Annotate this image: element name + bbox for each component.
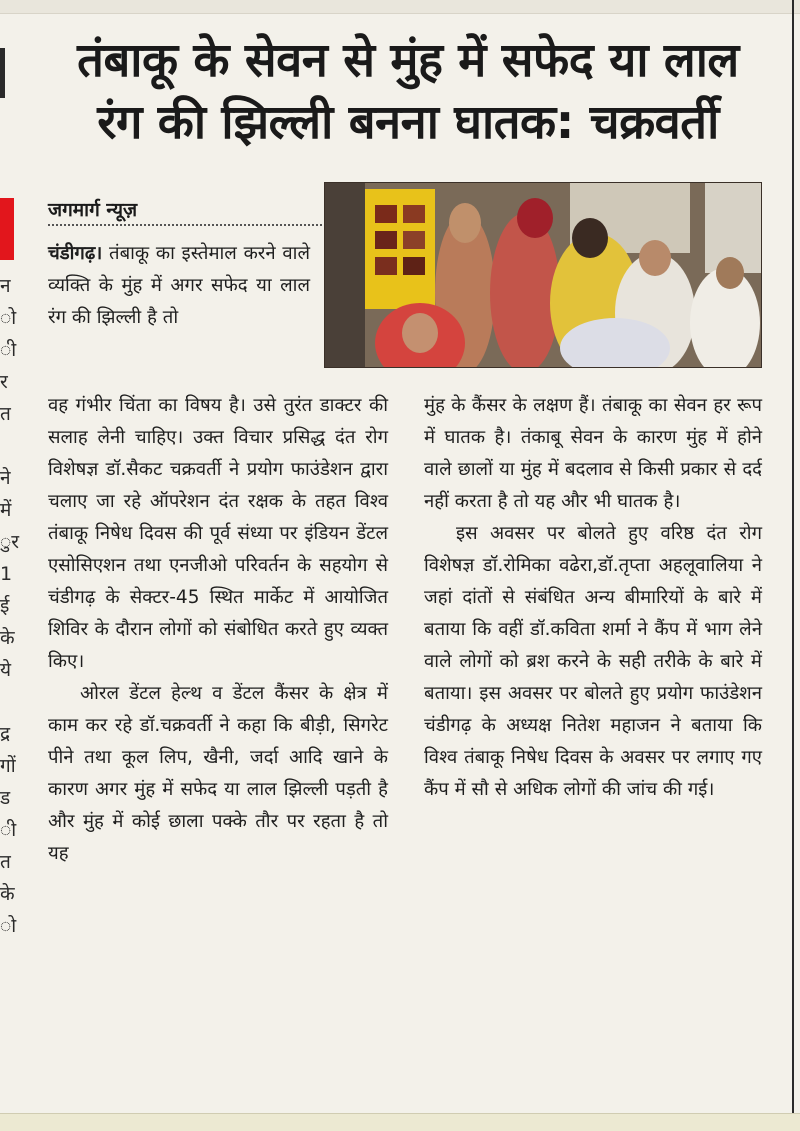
adjacent-text-fragment: ो bbox=[0, 915, 17, 937]
article-photo bbox=[324, 182, 762, 368]
adjacent-text-fragment: ने bbox=[0, 467, 11, 489]
adjacent-text-fragment: 1 bbox=[0, 563, 13, 585]
adjacent-text-fragment: के bbox=[0, 883, 15, 905]
article-column-left bbox=[48, 390, 388, 870]
adjacent-text-fragment: में bbox=[0, 499, 12, 521]
adjacent-text-fragment: के bbox=[0, 627, 15, 649]
adjacent-text-fragment: ये bbox=[0, 659, 12, 681]
next-article-strip bbox=[0, 1113, 800, 1131]
adjacent-text-fragment: ी bbox=[0, 339, 17, 361]
left-column-edge bbox=[0, 48, 5, 98]
paragraph: वह गंभीर चिंता का विषय है। उसे तुरंत डाक्टर की सलाह लेनी चाहिए। उक्त विचार प्रसिद्ध दंत रोग विशेषज्ञ डॉ.सैकट चक्रवर्ती ने प्रयोग फाउंडेशन द्वारा चलाए जा रहे ऑपरेशन दंत रक्षक के तहत विश्व तंबाकू निषेध दिवस की पूर्व संध्या पर इंडियन डेंटल एसोसिएशन तथा एनजीओ परिवर्तन के सहयोग से चंडीगढ़ के सेक्टर-45 स्थित मार्केट में आयोजित शिविर के दौरान लोगों को संबोधित करते हुए व्यक्त किए। bbox=[48, 395, 388, 672]
lead-paragraph bbox=[48, 238, 310, 334]
adjacent-text-fragment: ई bbox=[0, 595, 10, 617]
adjacent-text-fragment: र bbox=[0, 371, 8, 393]
paragraph: ओरल डेंटल हेल्थ व डेंटल कैंसर के क्षेत्र में काम कर रहे डॉ.चक्रवर्ती ने कहा कि बीड़ी, सिगरेट पीने तथा कूल लिप, खैनी, जर्दा आदि खाने के कारण अगर मुंह में सफेद या लाल झिल्ली पड़ती है और मुंह में कोई छाला पक्के तौर पर रहता है तो यह bbox=[48, 683, 388, 864]
adjacent-text-fragment: द्र bbox=[0, 723, 11, 745]
previous-article-strip bbox=[0, 0, 800, 14]
adjacent-text-fragment: ो bbox=[0, 307, 17, 329]
column-rule bbox=[792, 0, 794, 1131]
article-column-right bbox=[424, 390, 762, 806]
adjacent-column-fragments bbox=[0, 270, 24, 942]
adjacent-text-fragment: त bbox=[0, 851, 11, 873]
paragraph: मुंह के कैंसर के लक्षण हैं। तंबाकू का सेवन हर रूप में घातक है। तंकाबू सेवन के कारण मुंह में होने वाले छालों या मुंह में बदलाव से किसी प्रकार से दर्द नहीं करता है तो यह और भी घातक है। bbox=[424, 395, 762, 512]
adjacent-text-fragment: गों bbox=[0, 755, 16, 777]
left-red-marker bbox=[0, 198, 14, 260]
adjacent-text-fragment bbox=[0, 686, 24, 718]
byline-divider bbox=[48, 224, 338, 226]
adjacent-text-fragment: न bbox=[0, 275, 11, 297]
adjacent-text-fragment: ड bbox=[0, 787, 11, 809]
adjacent-text-fragment bbox=[0, 430, 24, 462]
adjacent-text-fragment: ी bbox=[0, 819, 17, 841]
dental-camp-photo bbox=[325, 183, 762, 368]
adjacent-text-fragment: ुर bbox=[0, 531, 20, 553]
paragraph: इस अवसर पर बोलते हुए वरिष्ठ दंत रोग विशेषज्ञ डॉ.रोमिका वढेरा,डॉ.तृप्ता अहलूवालिया ने जहां दांतों से संबंधित अन्य बीमारियों के बारे में बताया कि वहीं डॉ.कविता शर्मा ने कैंप में भाग लेने वाले लोगों को ब्रश करने के सही तरीके के बारे में बताया। इस अवसर पर बोलते हुए प्रयोग फाउंडेशन चंडीगढ़ के अध्यक्ष नितेश महाजन ने बताया कि विश्व तंबाकू निषेध दिवस के अवसर पर लगाए गए कैंप में सौ से अधिक लोगों की जांच की गई। bbox=[424, 523, 762, 800]
lead-text: तंबाकू का इस्तेमाल करने वाले व्यक्ति के मुंह में अगर सफेद या लाल रंग की झिल्ली है तो bbox=[48, 243, 310, 328]
byline: जगमार्ग न्यूज़ bbox=[48, 199, 138, 221]
dateline: चंडीगढ़। bbox=[48, 243, 103, 264]
adjacent-text-fragment: त bbox=[0, 403, 11, 425]
article-headline: तंबाकू के सेवन से मुंह में सफेद या लाल रंग की झिल्ली बनना घातक: चक्रवर्ती bbox=[77, 33, 739, 150]
